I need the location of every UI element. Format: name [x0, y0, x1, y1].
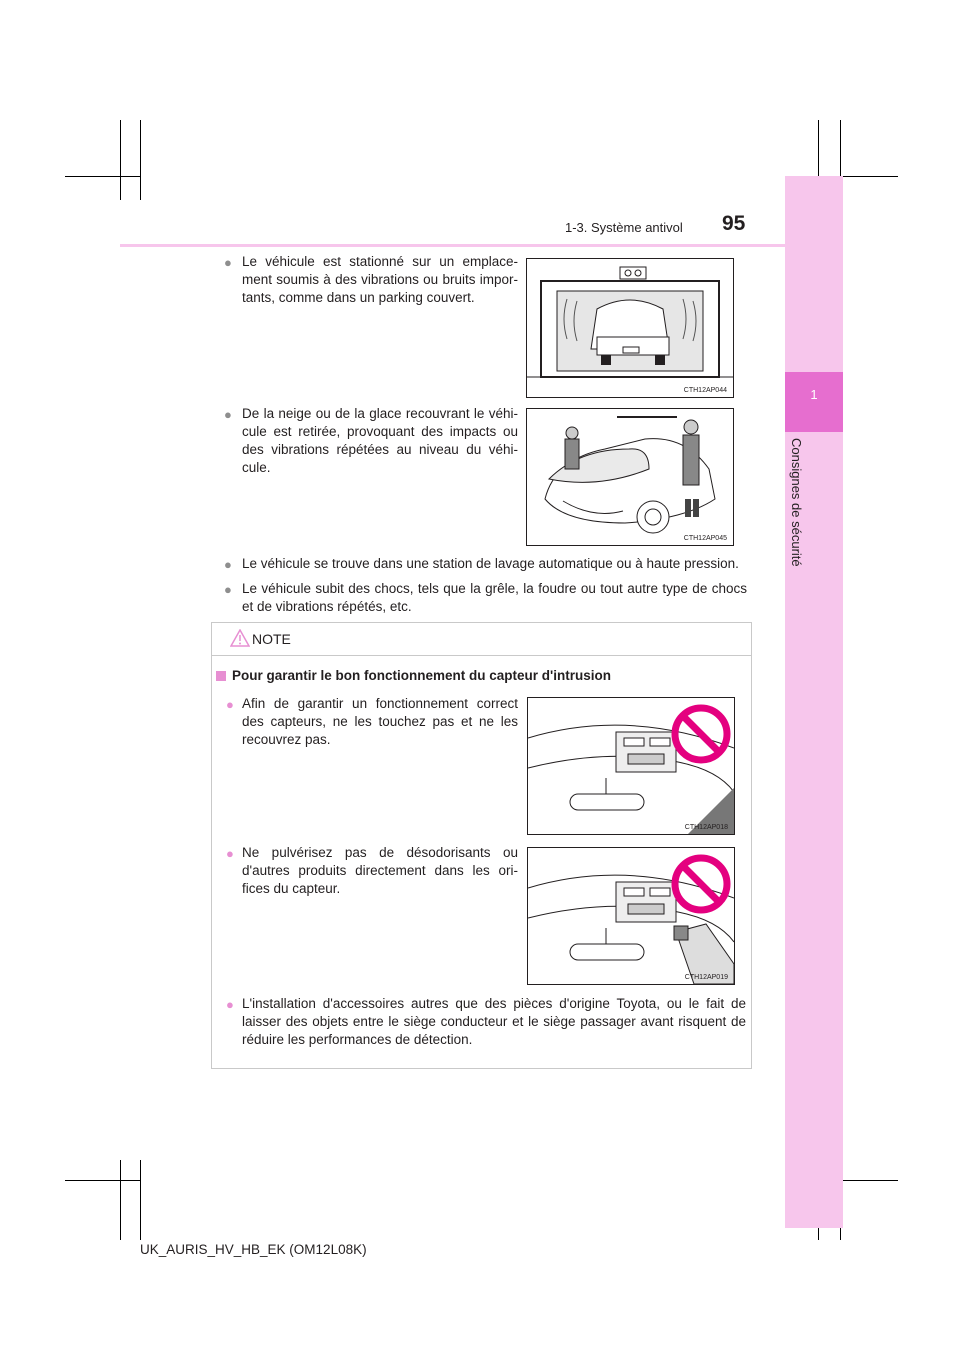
- footer-code: UK_AURIS_HV_HB_EK (OM12L08K): [140, 1242, 367, 1257]
- bullet-icon: ●: [224, 582, 232, 597]
- bullet-text-2: De la neige ou de la glace recouvrant le véhi-cule est retirée, provoquant des impacts ou des vibrations répétées au niveau du véhi-cule.: [242, 406, 518, 475]
- page-number: 95: [722, 212, 746, 235]
- chapter-marker: [785, 372, 843, 432]
- figure-sensor-do-not-touch: [527, 697, 735, 835]
- note-heading: Pour garantir le bon fonctionnement du capteur d'intrusion: [232, 668, 611, 683]
- figure-code: CTH12AP045: [683, 535, 727, 542]
- snow-removal-illustration: [527, 409, 733, 545]
- bullet-icon: ●: [226, 697, 234, 712]
- figure-snow-removal: [526, 408, 734, 546]
- section-title: 1-3. Système antivol: [565, 220, 683, 235]
- figure-code: CTH12AP019: [684, 974, 728, 981]
- bullet-icon: ●: [224, 407, 232, 422]
- chapter-number: 1: [810, 387, 818, 402]
- note-item-1: Afin de garantir un fonctionnement correct des capteurs, ne les touchez pas et ne les recouvrez pas.: [242, 696, 518, 747]
- figure-code: CTH12AP044: [683, 387, 727, 394]
- chapter-side-tab: [785, 176, 843, 1228]
- square-bullet-icon: [216, 671, 226, 681]
- chapter-title: Consignes de sécurité: [789, 438, 804, 567]
- bullet-text-4: Le véhicule subit des chocs, tels que la grêle, la foudre ou tout autre type de chocs et de vibrations répétés, etc.: [242, 581, 747, 614]
- spray-sensor-illustration: [528, 848, 734, 984]
- car-in-parking-illustration: [527, 259, 733, 397]
- note-item-3: L'installation d'accessoires autres que des pièces d'origine Toyota, ou le fait de laisser des objets entre le siège conducteur et le siège passager avant risquent de réduire les performances de détection.: [242, 996, 746, 1047]
- bullet-icon: ●: [226, 846, 234, 861]
- warning-icon: [230, 629, 250, 647]
- note-item-2: Ne pulvérisez pas de désodorisants ou d'autres produits directement dans les ori-fices du capteur.: [242, 845, 518, 896]
- bullet-text-1: Le véhicule est stationné sur un emplace-ment soumis à des vibrations ou bruits impor-tants, comme dans un parking couvert.: [242, 254, 518, 305]
- bullet-icon: ●: [224, 255, 232, 270]
- header-rule: [120, 244, 785, 247]
- figure-code: CTH12AP018: [684, 824, 728, 831]
- overhead-sensor-illustration: [528, 698, 734, 834]
- figure-sensor-no-spray: [527, 847, 735, 985]
- bullet-text-3: Le véhicule se trouve dans une station de lavage automatique ou à haute pression.: [242, 556, 739, 571]
- note-title: NOTE: [252, 631, 291, 647]
- bullet-icon: ●: [224, 557, 232, 572]
- note-divider: [212, 655, 751, 656]
- bullet-icon: ●: [226, 997, 234, 1012]
- figure-parking-garage: [526, 258, 734, 398]
- note-box: [211, 622, 752, 1069]
